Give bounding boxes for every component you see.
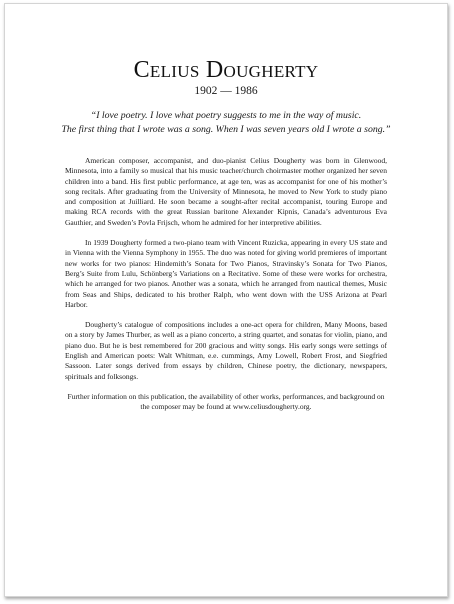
biography-body bbox=[65, 156, 387, 423]
page-title: Celius Dougherty bbox=[133, 57, 319, 83]
biography-paragraph-1: American composer, accompanist, and duo-pianist Celius Dougherty was born in Glenwood, Minnesota, into a family so musical that his music teacher/church choirmaster mother organized her seven children into a band. His first public performance, at age ten, was as accompanist for one of his mother’s song recitals. After graduating from the University of Minnesota, he moved to New York to study piano and composition at Juilliard. He soon became a sought-after recital accompanist, touring Europe and making RCA records with the great Russian baritone Alexander Kipnis, Canada’s adventurous Eva Gauthier, and Sweden’s Povla Frijsch, whom he admired for her interpretive abilities. bbox=[65, 156, 387, 227]
epigraph-quote bbox=[61, 109, 391, 136]
quote-line-1: “I love poetry. I love what poetry suggests to me in the way of music. bbox=[90, 110, 362, 121]
quote-line-2: The first thing that I wrote was a song. When I was seven years old I wrote a song.” bbox=[61, 123, 391, 135]
biography-paragraph-3: Dougherty’s catalogue of compositions includes a one-act opera for children, Many Moons, based on a story by James Thurber, as well as a piano concerto, a string quartet, and sonatas for violin, piano, and piano duo. But he is best remembered for 200 gracious and witty songs. His early songs were settings of English and American poets: Walt Whitman, e.e. cummings, Amy Lowell, Robert Frost, and Siegfried Sassoon. Later songs derived from essays by children, Chinese poetry, the dictionary, newspapers, spirituals and folksongs. bbox=[65, 320, 387, 381]
life-dates: 1902 — 1986 bbox=[194, 85, 258, 97]
biography-paragraph-2: In 1939 Dougherty formed a two-piano team with Vincent Ruzicka, appearing in every US state and in Vienna with the Vienna Symphony in 1955. The duo was noted for giving world premieres of important new works for two pianos: Hindemith’s Sonata for Two Pianos, Stravinsky’s Sonata for Two Pianos, Berg’s Suite from Lulu, Schönberg’s Variations on a Recitative. Some of these were works for orchestra, which he arranged for two pianos. Another was a sonata, which he arranged from nautical themes, Music from Seas and Ships, dedicated to his brother Ralph, who went down with the USS Arizona at Pearl Harbor. bbox=[65, 238, 387, 309]
document-page bbox=[4, 3, 448, 597]
further-info-paragraph: Further information on this publication, the availability of other works, performances, and background on the composer may be found at www.celiusdougherty.org. bbox=[67, 391, 385, 412]
